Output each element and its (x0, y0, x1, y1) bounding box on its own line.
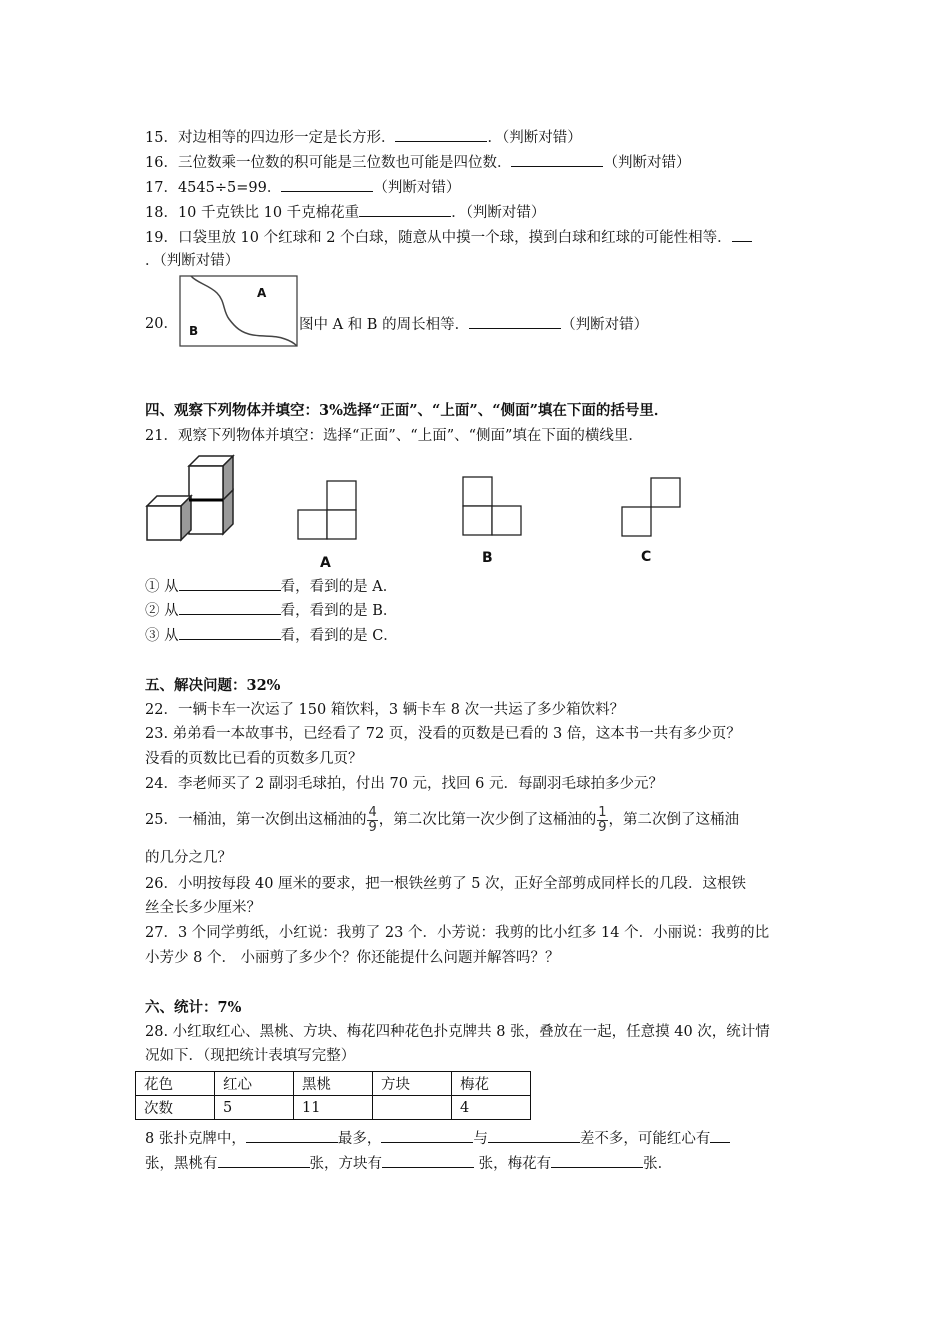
q21-item-2: ② 从 看，看到的是 B． (145, 600, 397, 621)
q21-item-1: ① 从 看，看到的是 A． (145, 576, 397, 597)
question-21: 21．观察下列物体并填空：选择“正面”、“上面”、“侧面”填在下面的横线里． (145, 428, 643, 444)
question-22: 22．一辆卡车一次运了 150 箱饮料，3 辆卡车 8 次一共运了多少箱饮料？ (145, 702, 625, 718)
answer-blank[interactable] (179, 576, 281, 591)
question-28: 28. 小红取红心、黑桃、方块、梅花四种花色扑克牌共 8 张，叠放在一起，任意摸 40 次，统计情 (145, 1024, 770, 1040)
answer-blank[interactable] (469, 314, 561, 329)
question-23-cont: 没看的页数比已看的页数多几页？ (145, 751, 363, 767)
empty-cell-fangkuai[interactable] (373, 1096, 452, 1120)
question-23: 23. 弟弟看一本故事书，已经看了 72 页，没看的页数是已看的 3 倍，这本书一共有多少页？ (145, 726, 741, 742)
question-20: 20． (145, 316, 178, 332)
question-25: 25．一桶油，第一次倒出这桶油的 $\frac{4}{9}$ ，第二次比第一次少倒了这桶油的 $\frac{1}{9}$ ，第二次倒了这桶油 (145, 804, 740, 835)
answer-blank[interactable] (381, 1128, 473, 1143)
stat-table (135, 1071, 531, 1120)
question-26-cont: 丝全长多少厘米？ (145, 900, 261, 916)
answer-blank[interactable] (246, 1128, 338, 1143)
question-24: 24．李老师买了 2 副羽毛球拍，付出 70 元，找回 6 元．每副羽毛球拍多少元？ (145, 776, 664, 792)
view-a-figure (297, 480, 359, 542)
answer-blank[interactable] (395, 127, 487, 142)
view-c-figure (621, 477, 683, 539)
label-a: A (257, 286, 267, 300)
answer-blank[interactable] (179, 600, 281, 615)
question-15: 15．对边相等的四边形一定是长方形． ．（判断对错） (145, 127, 582, 148)
view-b-figure (462, 476, 524, 538)
question-27: 27．3 个同学剪纸，小红说：我剪了 23 个．小芳说：我剪的比小红多 14 个．小丽说：我剪的比 (145, 925, 770, 941)
question-26: 26．小明按每段 40 厘米的要求，把一根铁丝剪了 5 次，正好全部剪成同样长的几段．这根铁 (145, 876, 747, 892)
label-b: B (189, 324, 199, 338)
question-17: 17．4545÷5=99． （判断对错） (145, 177, 460, 198)
question-18: 18．10 千克铁比 10 千克棉花重 ．（判断对错） (145, 202, 545, 223)
question-16: 16．三位数乘一位数的积可能是三位数也可能是四位数． （判断对错） (145, 152, 690, 173)
answer-blank[interactable] (218, 1153, 310, 1168)
answer-blank[interactable] (732, 227, 752, 242)
question-19-cont: ．（判断对错） (145, 253, 240, 269)
q28-fill-line-1: 8 张扑克牌中， 最多， 与 差不多，可能红心有 (145, 1128, 730, 1149)
question-25-cont: 的几分之几？ (145, 850, 232, 866)
answer-blank[interactable] (488, 1128, 580, 1143)
figure-label-a: A (320, 555, 331, 571)
figure-label-b: B (482, 550, 493, 566)
region-figure (179, 275, 299, 348)
answer-blank[interactable] (281, 177, 373, 192)
section-4-title: 四、观察下列物体并填空：3%选择“正面”、“上面”、“侧面”填在下面的括号里． (145, 402, 669, 419)
fraction-4-9: $\frac{4}{9}$ (368, 804, 377, 835)
question-19: 19．口袋里放 10 个红球和 2 个白球，随意从中摸一个球，摸到白球和红球的可能性相等． (145, 227, 752, 248)
section-6-title: 六、统计：7% (145, 999, 242, 1016)
table-row: 次数 5 11 4 (136, 1096, 531, 1120)
question-28-cont: 况如下．（现把统计表填写完整） (145, 1048, 356, 1064)
fraction-1-9: $\frac{1}{9}$ (598, 804, 607, 835)
q28-fill-line-2: 张，黑桃有 张，方块有 张，梅花有 张． (145, 1153, 672, 1174)
question-27-cont: 小芳少 8 个． 小丽剪了多少个？你还能提什么问题并解答吗？？ (145, 950, 560, 966)
question-20-text: 图中 A 和 B 的周长相等． （判断对错） (299, 314, 648, 335)
q21-item-3: ③ 从 看，看到的是 C． (145, 625, 398, 646)
table-header-row: 花色 红心 黑桃 方块 梅花 (136, 1072, 531, 1096)
answer-blank[interactable] (382, 1153, 474, 1168)
answer-blank[interactable] (551, 1153, 643, 1168)
answer-blank[interactable] (359, 202, 451, 217)
figure-label-c: C (641, 549, 652, 565)
answer-blank[interactable] (511, 152, 603, 167)
section-5-title: 五、解决问题：32% (145, 677, 281, 694)
cube-stack-figure (144, 454, 238, 544)
answer-blank[interactable] (710, 1128, 730, 1143)
answer-blank[interactable] (179, 625, 281, 640)
